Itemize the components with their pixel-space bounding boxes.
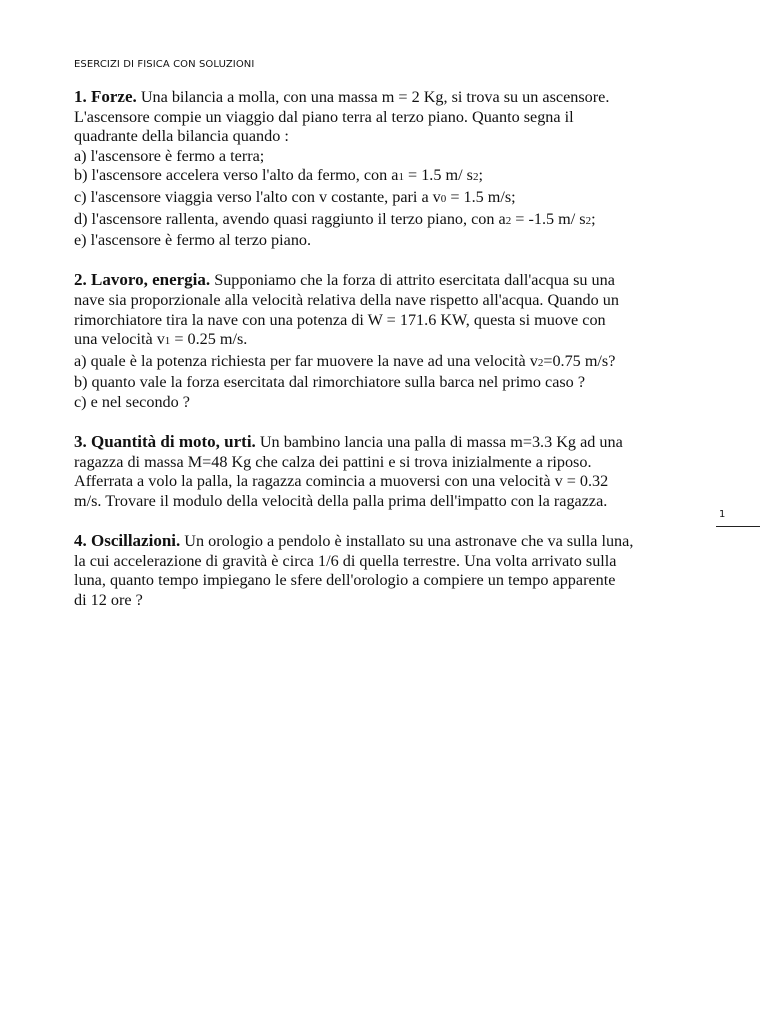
document-header: ESERCIZI DI FISICA CON SOLUZIONI: [74, 59, 255, 70]
problem-1-line-3: quadrante della bilancia quando :: [74, 127, 289, 146]
page-number: 1: [719, 509, 726, 520]
exercise-list: [74, 87, 704, 630]
problem-1-b-text: b) l'ascensore accelera verso l'alto da fermo, con a: [74, 166, 399, 185]
problem-4-line-2: la cui accelerazione di gravità è circa 1/6 di quella terrestre. Una volta arrivato sulla: [74, 551, 617, 570]
problem-1-title: 1. Forze.: [74, 87, 137, 106]
problem-1-d-text: d) l'ascensore rallenta, avendo quasi raggiunto il terzo piano, con a: [74, 209, 506, 228]
problem-3-title: 3. Quantità di moto, urti.: [74, 432, 256, 452]
problem-1-b-value: = 1.5 m/ s: [403, 166, 473, 185]
problem-2-a-subscript: 2: [537, 356, 544, 369]
problem-1-question-c: [74, 188, 704, 210]
problem-1: [74, 87, 704, 251]
problem-2-line-2: nave sia proporzionale alla velocità relativa della nave rispetto all'acqua. Quando un: [74, 290, 619, 309]
problem-3-intro: Un bambino lancia una palla di massa m=3.3 Kg ad una: [259, 433, 623, 452]
problem-1-line-2: L'ascensore compie un viaggio dal piano terra al terzo piano. Quanto segna il: [74, 107, 574, 126]
problem-1-question-d: [74, 210, 704, 232]
problem-2-a-value: =0.75 m/s?: [543, 351, 616, 370]
problem-4-line-4: di 12 ore ?: [74, 590, 143, 609]
problem-1-line-1: [74, 87, 704, 108]
problem-1-b-subscript-1: 1: [398, 171, 404, 184]
problem-4-line-1: [74, 531, 704, 552]
problem-1-c-subscript: 0: [440, 192, 447, 205]
problem-1-question-b: [74, 166, 704, 188]
problem-2-line-4-text: una velocità v: [74, 330, 165, 349]
problem-2-intro: Supponiamo che la forza di attrito esercitata dall'acqua su una: [214, 271, 615, 290]
problem-3-line-4: m/s. Trovare il modulo della velocità della palla prima dell'impatto con la ragazza.: [74, 491, 608, 510]
problem-1-question-e: e) l'ascensore è fermo al terzo piano.: [74, 231, 312, 250]
problem-1-b-end: ;: [478, 166, 483, 185]
problem-1-c-value: = 1.5 m/s;: [446, 187, 516, 206]
problem-2-line-4-value: = 0.25 m/s.: [170, 330, 248, 349]
problem-2: [74, 270, 704, 412]
problem-1-d-subscript-2: 2: [585, 214, 592, 227]
problem-2-title: 2. Lavoro, energia.: [74, 270, 211, 290]
problem-1-d-subscript-1: 2: [505, 214, 512, 227]
problem-1-d-end: ;: [591, 209, 596, 228]
problem-2-line-1: [74, 270, 704, 291]
problem-3: [74, 432, 704, 511]
problem-1-c-text: c) l'ascensore viaggia verso l'alto con v costante, pari a v: [74, 187, 441, 206]
problem-1-d-value: = -1.5 m/ s: [511, 209, 586, 228]
problem-3-line-2: ragazza di massa M=48 Kg che calza dei pattini e si trova inizialmente a riposo.: [74, 452, 592, 471]
problem-2-question-c: c) e nel secondo ?: [74, 392, 190, 411]
problem-2-line-4-subscript: 1: [164, 335, 171, 348]
problem-4: [74, 531, 704, 610]
problem-4-title: 4. Oscillazioni.: [74, 531, 181, 551]
problem-1-b-subscript-2: 2: [472, 171, 479, 184]
problem-2-question-a: [74, 352, 704, 374]
problem-3-line-3: Afferrata a volo la palla, la ragazza comincia a muoversi con una velocità v = 0.32: [74, 472, 609, 491]
problem-2-question-b: b) quanto vale la forza esercitata dal rimorchiatore sulla barca nel primo caso ?: [74, 373, 586, 392]
problem-4-line-3: luna, quanto tempo impiegano le sfere dell'orologio a compiere un tempo apparente: [74, 571, 616, 590]
problem-2-a-text: a) quale è la potenza richiesta per far muovere la nave ad una velocità v: [74, 351, 538, 370]
problem-4-intro: Un orologio a pendolo è installato su una astronave che va sulla luna,: [184, 532, 634, 551]
page-number-rule: [716, 526, 760, 527]
problem-1-intro: Una bilancia a molla, con una massa m = 2 Kg, si trova su un ascensore.: [140, 88, 610, 106]
problem-1-question-a: a) l'ascensore è fermo a terra;: [74, 146, 265, 165]
problem-2-line-4: [74, 330, 704, 352]
problem-2-line-3: rimorchiatore tira la nave con una potenza di W = 171.6 KW, questa si muove con: [74, 310, 606, 329]
problem-3-line-1: [74, 432, 704, 453]
